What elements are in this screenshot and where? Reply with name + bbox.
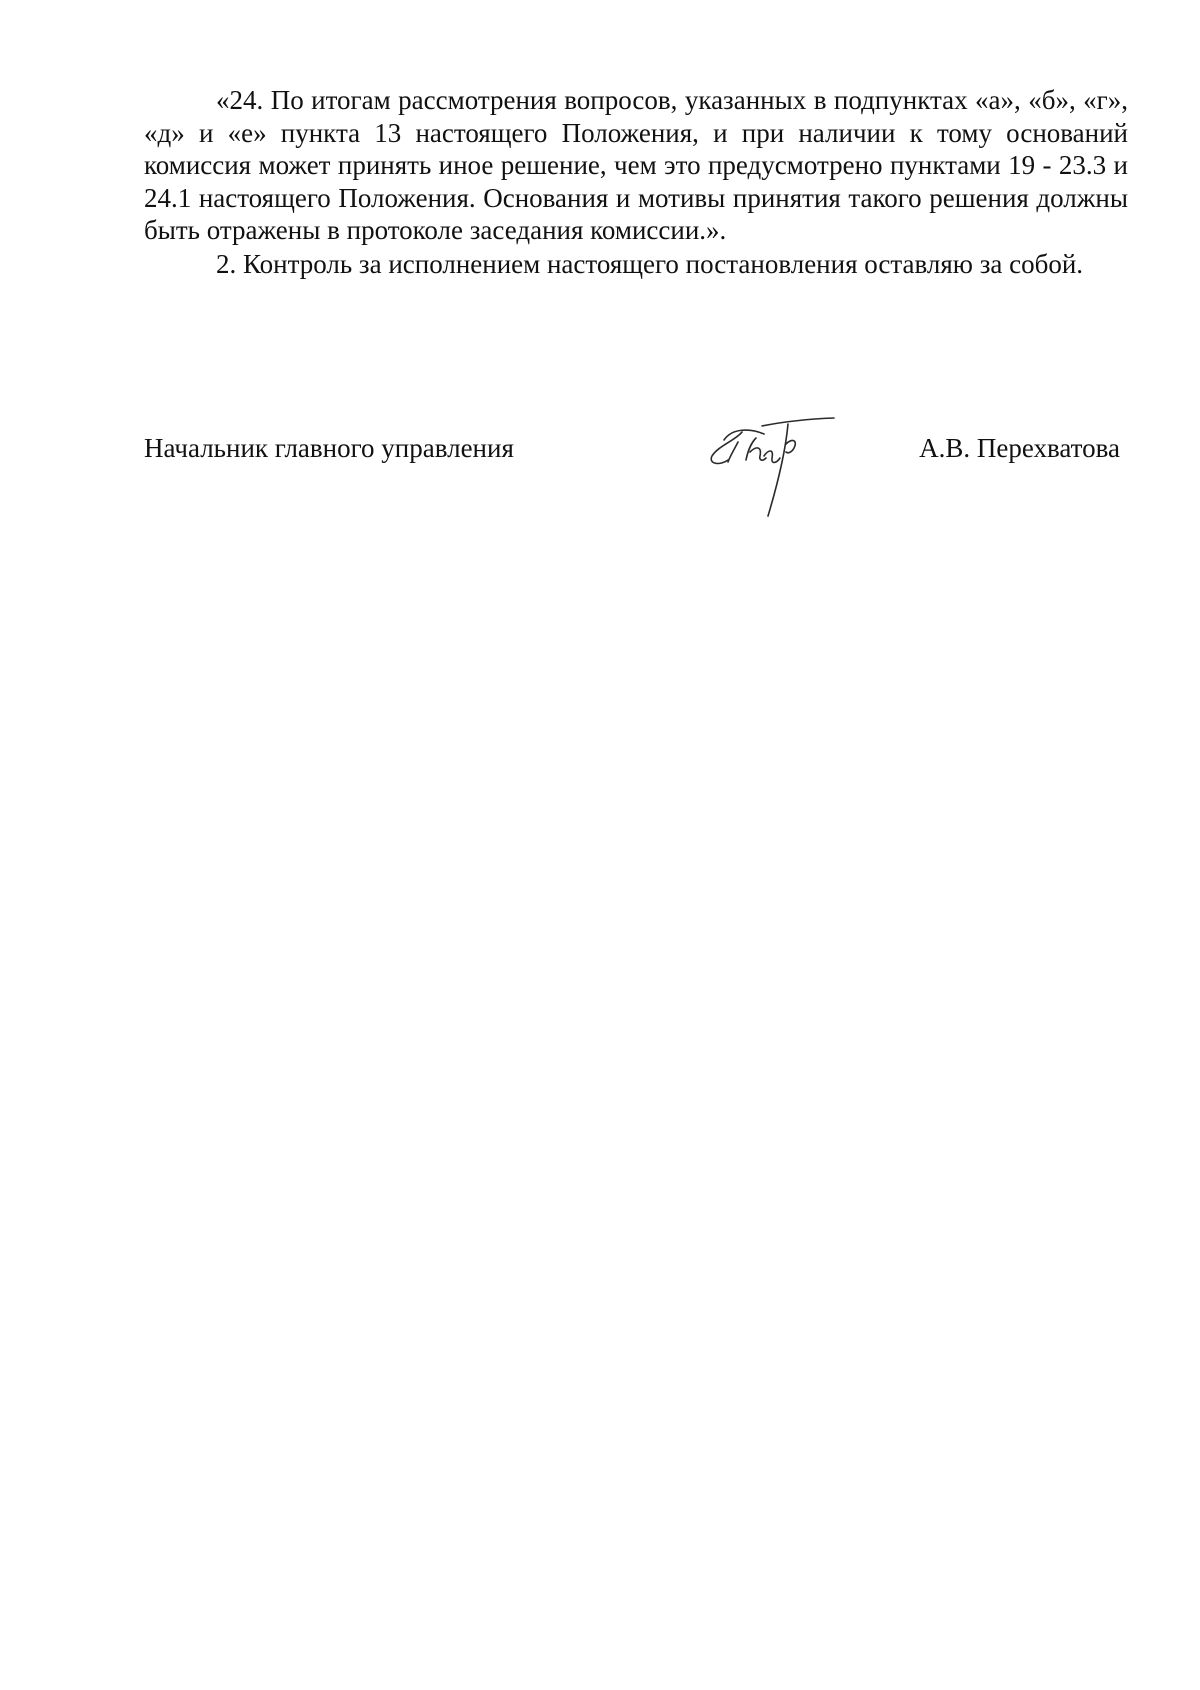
handwritten-signature-icon — [702, 416, 842, 520]
paragraph-commission-decision: «24. По итогам рассмотрения вопросов, указанных в подпунктах «а», «б», «г», «д» и «е» пункта 13 настоящего Положения, и при наличии к тому оснований комиссия может принять иное решение, чем это предусмотрено пунктами 19 - 23.3 и 24.1 настоящего Положения. Основания и мотивы принятия такого решения должны быть отражены в протоколе заседания комиссии.». — [144, 85, 1128, 245]
signer-name: А.В. Перехватова — [919, 433, 1120, 463]
paragraph-control-clause: 2. Контроль за исполнением настоящего постановления оставляю за собой. — [216, 248, 1084, 279]
signer-position-title: Начальник главного управления — [144, 433, 514, 463]
signature-block — [144, 416, 1120, 526]
document-body — [144, 84, 1128, 280]
